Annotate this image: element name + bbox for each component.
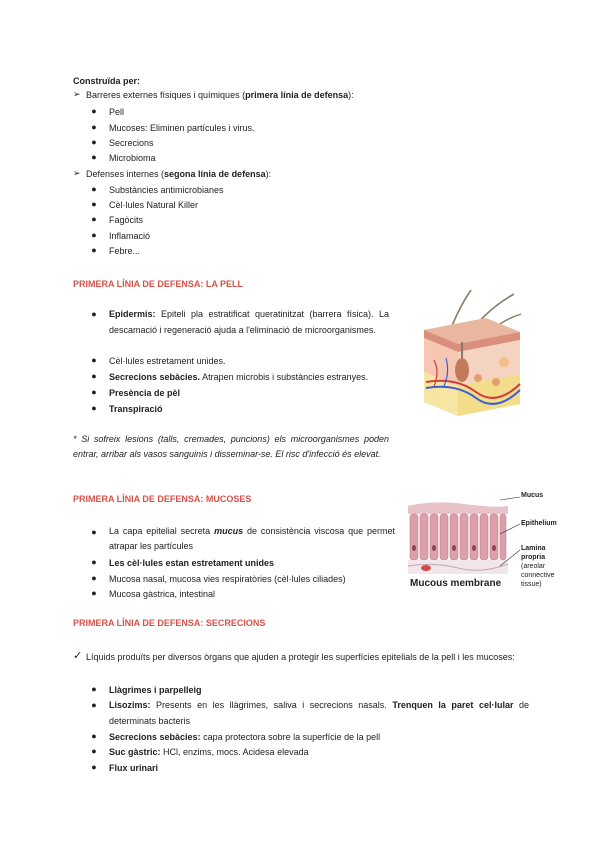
bullet-icon: ● <box>91 731 97 741</box>
bullet-icon: ● <box>91 309 97 319</box>
bullet-icon: ● <box>91 152 97 162</box>
list-item: Secrecions <box>109 138 154 148</box>
list-item: Presència de pèl <box>109 388 181 398</box>
skin-illustration <box>416 282 526 418</box>
section-heading-mucosa: PRIMERA LÍNIA DE DEFENSA: MUCOSES <box>73 494 252 504</box>
bullet-icon: ● <box>91 588 97 598</box>
lysozyme-text: Lisozims: Presents en les llàgrimes, saliva i secrecions nasals. Trenquen la paret cel·lular de determinats bacteris <box>109 700 530 726</box>
list-item: Cèl·lules estretament unides. <box>109 356 226 366</box>
intro-title: Construïda per: <box>73 76 141 86</box>
list-item: Inflamació <box>109 231 151 241</box>
arrow-icon: ➢ <box>73 168 81 178</box>
document-page: Construïda per: ➢ Barreres externes físiques i químiques (primera línia de defensa): ● Pell ● Mucoses: Eliminen partícules i virus. ● Secrecions ● Microbioma ➢ Defenses internes (segona línia de defensa): ● Substàncies antimicrobianes ● Cèl·lules Natural Killer ● Fagòcits ● Inflamació ● Febre... PRIMERA LÍNIA DE DEFENSA: LA PELL ● Epidermis: Epiteli pla estratificat queratinitzat (barrera física). La descamació i regeneració ajuda a l'eliminació de microorganismes. ● Cèl·lules estretament unides. ● Secrecions sebàcies. Atrapen microbis i substàncies estranyes. ● Presència de pèl ● Transpiració * Si sofreix lesions (talls, cremades, puncions) els microorganismes poden entrar, arribar als vasos sanguinis i disseminar-se. El risc d'infecció és elevat. PRIMERA LÍNIA DE DEFENSA: MUCOSES ● La capa epitelial secreta mucus de consistència viscosa que permet atrapar les partícules ● Les cèl·lules estan estretament unides ● Mucosa nasal, mucosa vies respiratòries (cèl·lules ciliades) ● Mucosa gàstrica, intestinal Mucus Epithelium Lamina propria (areolar connective tissue) Mucous membrane PRIMERA LÍNIA DE DEFENSA: SECRECIONS ✓ Líquids produïts per diversos òrgans que ajuden a protegir les superfícies epitelials de la pell i les mucoses: ● Llàgrimes i parpelleig ● Lisozims: Presents en les llàgrimes, saliva i secrecions nasals. Trenquen la paret cel·lular de determinats bacteris ● Secrecions sebàcies: capa protectora sobre la superfície de la pell ● Suc gàstric: HCl, enzims, mocs. Acidesa elevada ● Flux urinari <box>73 76 557 773</box>
bullet-icon: ● <box>91 214 97 224</box>
bullet-icon: ● <box>91 355 97 365</box>
figure-leader-lines <box>500 494 522 584</box>
bullet-icon: ● <box>91 184 97 194</box>
list-item: Pell <box>109 107 125 117</box>
list-item: Microbioma <box>109 153 156 163</box>
figure-caption: Mucous membrane <box>410 578 502 589</box>
figure-label-mucus: Mucus <box>521 492 544 499</box>
arrow-icon: ➢ <box>73 89 81 99</box>
bullet-icon: ● <box>91 199 97 209</box>
section-heading-skin: PRIMERA LÍNIA DE DEFENSA: LA PELL <box>73 279 244 289</box>
first-line-heading: Barreres externes físiques i químiques (primera línia de defensa): <box>86 90 354 100</box>
skin-note: * Si sofreix lesions (talls, cremades, puncions) els microorganismes poden entrar, arribar als vasos sanguinis i disseminar-se. El risc d'infecció és elevat. <box>73 434 389 459</box>
list-item: Cèl·lules Natural Killer <box>109 200 199 210</box>
list-item: Substàncies antimicrobianes <box>109 185 224 195</box>
bullet-icon: ● <box>91 137 97 147</box>
bullet-icon: ● <box>91 371 97 381</box>
secretions-intro: Líquids produïts per diversos òrgans que ajuden a protegir les superfícies epitelials de la pell i les mucoses: <box>86 652 515 662</box>
list-item: Mucosa nasal, mucosa vies respiratòries (cèl·lules ciliades) <box>109 574 346 584</box>
bullet-icon: ● <box>91 387 97 397</box>
bullet-icon: ● <box>91 762 97 772</box>
bullet-icon: ● <box>91 557 97 567</box>
list-item: Transpiració <box>109 404 163 414</box>
list-item: Llàgrimes i parpelleig <box>109 685 202 695</box>
bullet-icon: ● <box>91 700 97 710</box>
bullet-icon: ● <box>91 573 97 583</box>
bullet-icon: ● <box>91 122 97 132</box>
list-item: Secrecions sebàcies: capa protectora sobre la superfície de la pell <box>109 732 381 742</box>
figure-label-epithelium: Epithelium <box>521 520 557 527</box>
list-item: Mucoses: Eliminen partícules i virus. <box>109 123 255 133</box>
list-item: Fagòcits <box>109 215 144 225</box>
bullet-icon: ● <box>91 527 97 537</box>
list-item: Flux urinari <box>109 763 159 773</box>
bullet-icon: ● <box>91 403 97 413</box>
list-item: Secrecions sebàcies. Atrapen microbis i substàncies estranyes. <box>109 372 369 382</box>
bullet-icon: ● <box>91 106 97 116</box>
bullet-icon: ● <box>91 746 97 756</box>
second-line-heading: Defenses internes (segona línia de defensa): <box>86 169 272 179</box>
list-item: Les cèl·lules estan estretament unides <box>109 558 275 568</box>
section-heading-secretions: PRIMERA LÍNIA DE DEFENSA: SECRECIONS <box>73 618 266 628</box>
epidermis-text: Epidermis: Epiteli pla estratificat queratinitzat (barrera física). La descamació i regeneració ajuda a l'eliminació de microorganismes. <box>109 309 389 335</box>
mucous-membrane-illustration <box>404 492 510 582</box>
bullet-icon: ● <box>91 684 97 694</box>
list-item: Mucosa gàstrica, intestinal <box>109 589 216 599</box>
check-icon: ✓ <box>73 650 83 662</box>
bullet-icon: ● <box>91 230 97 240</box>
mucus-text: La capa epitelial secreta mucus de consistència viscosa que permet atrapar les partícules <box>109 526 396 551</box>
list-item: Suc gàstric: HCl, enzims, mocs. Acidesa elevada <box>109 747 309 757</box>
list-item: Febre... <box>109 246 141 256</box>
bullet-icon: ● <box>91 245 97 255</box>
